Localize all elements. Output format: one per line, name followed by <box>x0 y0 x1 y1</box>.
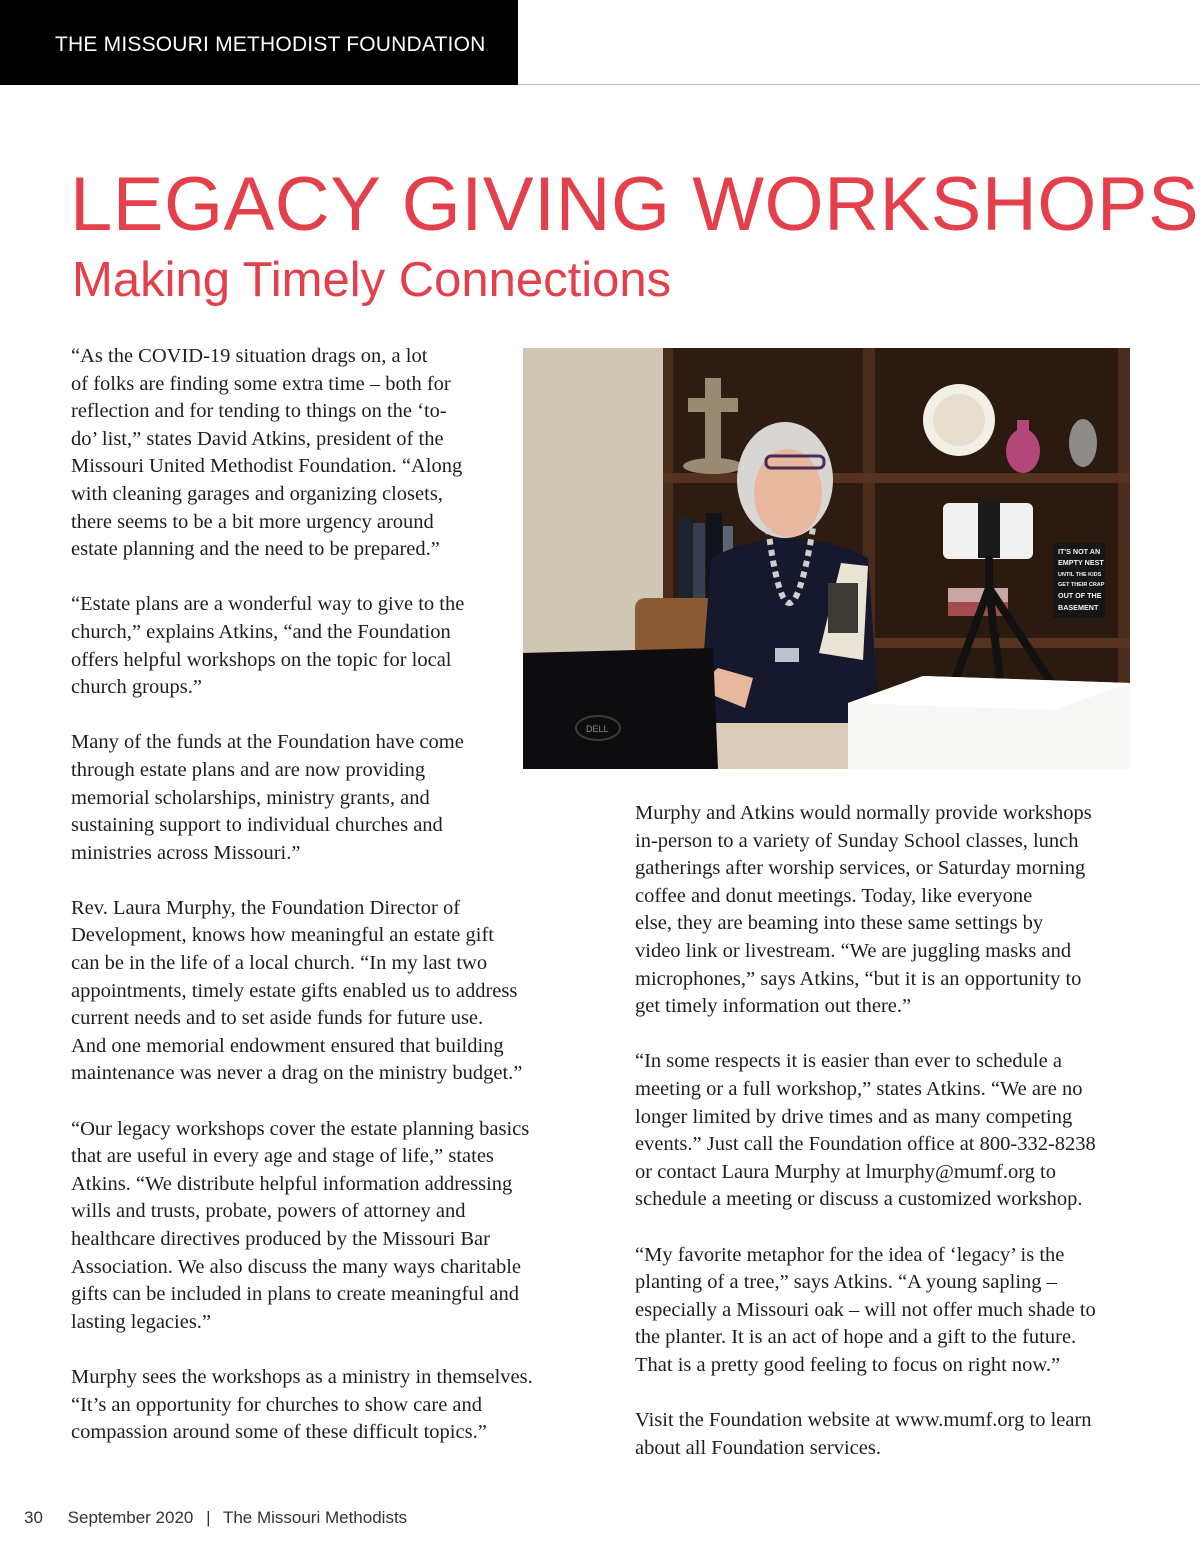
paragraph <box>71 1116 571 1337</box>
text-line: Association. We also discuss the many ways charitable <box>71 1255 522 1278</box>
text-line: “My favorite metaphor for the idea of ‘legacy’ is the <box>635 1243 1065 1266</box>
photo-sign-line: IT'S NOT AN <box>1058 547 1101 556</box>
text-line: video link or livestream. “We are juggling masks and <box>635 939 1072 962</box>
text-line: about all Foundation services. <box>635 1436 881 1459</box>
text-line: Atkins. “We distribute helpful information addressing <box>71 1172 513 1195</box>
text-line: compassion around some of these difficult topics.” <box>71 1421 487 1444</box>
text-line: And one memorial endowment ensured that building <box>71 1034 504 1057</box>
photo-sign-line: UNTIL THE KIDS <box>1058 572 1102 578</box>
text-line: Murphy and Atkins would normally provide workshops <box>635 802 1092 824</box>
text-line: memorial scholarships, ministry grants, and <box>71 786 430 809</box>
text-line: planting of a tree,” says Atkins. “A young sapling – <box>635 1271 1057 1294</box>
text-line: get timely information out there.” <box>635 995 912 1018</box>
text-line: maintenance was never a drag on the ministry budget.” <box>71 1062 523 1085</box>
text-line: “It’s an opportunity for churches to show care and <box>71 1393 483 1416</box>
text-line: of folks are finding some extra time – both for <box>71 372 451 395</box>
footer-separator: | <box>206 1508 211 1527</box>
text-line: current needs and to set aside funds for future use. <box>71 1007 484 1030</box>
article-subtitle: Making Timely Connections <box>72 253 672 307</box>
text-line: gifts can be included in plans to create meaningful and <box>71 1283 519 1306</box>
text-line: events.” Just call the Foundation office at 800-332-8238 <box>635 1133 1096 1156</box>
text-line: else, they are beaming into these same settings by <box>635 912 1044 935</box>
text-line: church groups.” <box>71 676 202 699</box>
text-line: meeting or a full workshop,” states Atkins. “We are no <box>635 1077 1083 1100</box>
photo-sign-line: GET THEIR CRAP <box>1058 582 1105 588</box>
text-line: Murphy sees the workshops as a ministry in themselves. <box>71 1365 533 1388</box>
text-line: Missouri United Methodist Foundation. “Along <box>71 455 463 478</box>
text-line: lasting legacies.” <box>71 1310 212 1333</box>
text-line: wills and trusts, probate, powers of attorney and <box>71 1200 466 1223</box>
text-line: schedule a meeting or discuss a customized workshop. <box>635 1188 1083 1211</box>
photo-sign-line: BASEMENT <box>1058 603 1099 612</box>
laptop-brand-label: DELL <box>586 724 609 734</box>
text-line: gatherings after worship services, or Saturday morning <box>635 857 1086 880</box>
text-line: that are useful in every age and stage of life,” states <box>71 1145 494 1168</box>
paragraph <box>71 895 571 1088</box>
text-line: in-person to a variety of Sunday School classes, lunch <box>635 829 1079 852</box>
paragraph <box>71 729 571 867</box>
right-column <box>635 800 1135 1490</box>
text-line: Development, knows how meaningful an estate gift <box>71 924 494 947</box>
text-line: “Estate plans are a wonderful way to give to the <box>71 593 465 616</box>
text-line: there seems to be a bit more urgency around <box>71 510 434 533</box>
text-line: with cleaning garages and organizing closets, <box>71 482 443 505</box>
text-line: sustaining support to individual churches and <box>71 814 443 837</box>
text-line: longer limited by drive times and as many competing <box>635 1105 1073 1128</box>
text-line: do’ list,” states David Atkins, president of the <box>71 427 444 450</box>
text-line: estate planning and the need to be prepared.” <box>71 538 440 561</box>
text-line: offers helpful workshops on the topic for local <box>71 648 452 671</box>
text-line: reflection and for tending to things on the ‘to- <box>71 400 447 423</box>
text-line: Many of the funds at the Foundation have come <box>71 731 464 754</box>
text-line: “As the COVID-19 situation drags on, a lot <box>71 345 428 367</box>
text-line: through estate plans and are now providing <box>71 758 426 781</box>
text-line: “In some respects it is easier than ever to schedule a <box>635 1050 1062 1073</box>
text-line: That is a pretty good feeling to focus on right now.” <box>635 1353 1061 1376</box>
text-line: Rev. Laura Murphy, the Foundation Director of <box>71 896 461 919</box>
publication-name: The Missouri Methodists <box>222 1508 408 1527</box>
text-line: or contact Laura Murphy at lmurphy@mumf.org to <box>635 1160 1057 1183</box>
left-column <box>71 343 571 1474</box>
text-line: can be in the life of a local church. “In my last two <box>71 952 488 975</box>
text-line: especially a Missouri oak – will not offer much shade to <box>635 1298 1096 1321</box>
text-line: coffee and donut meetings. Today, like everyone <box>635 884 1033 907</box>
header-rule <box>518 84 1200 85</box>
page-footer <box>24 1508 407 1528</box>
header-label: THE MISSOURI METHODIST FOUNDATION <box>55 33 486 56</box>
text-line: church,” explains Atkins, “and the Foundation <box>71 620 451 643</box>
text-line: the planter. It is an act of hope and a gift to the future. <box>635 1326 1077 1349</box>
paragraph <box>635 1048 1135 1214</box>
article-title: LEGACY GIVING WORKSHOPS <box>70 162 1200 247</box>
text-line: ministries across Missouri.” <box>71 841 301 864</box>
text-line: microphones,” says Atkins, “but it is an opportunity to <box>635 967 1082 990</box>
photo-sign-line: EMPTY NEST <box>1058 558 1104 567</box>
paragraph <box>635 1242 1135 1380</box>
page-number: 30 <box>24 1508 43 1527</box>
paragraph <box>71 1364 571 1447</box>
text-line: Visit the Foundation website at www.mumf.org to learn <box>635 1409 1092 1432</box>
paragraph <box>635 1407 1135 1462</box>
paragraph <box>71 343 571 564</box>
paragraph <box>71 591 571 701</box>
issue-date: September 2020 <box>67 1508 194 1527</box>
photo-sign-line: OUT OF THE <box>1058 591 1102 600</box>
text-line: appointments, timely estate gifts enabled us to address <box>71 979 518 1002</box>
workshop-photo-image <box>523 348 1130 769</box>
paragraph <box>635 800 1135 1021</box>
article-photo <box>523 348 1130 769</box>
text-line: “Our legacy workshops cover the estate planning basics <box>71 1117 530 1140</box>
text-line: healthcare directives produced by the Missouri Bar <box>71 1228 490 1250</box>
